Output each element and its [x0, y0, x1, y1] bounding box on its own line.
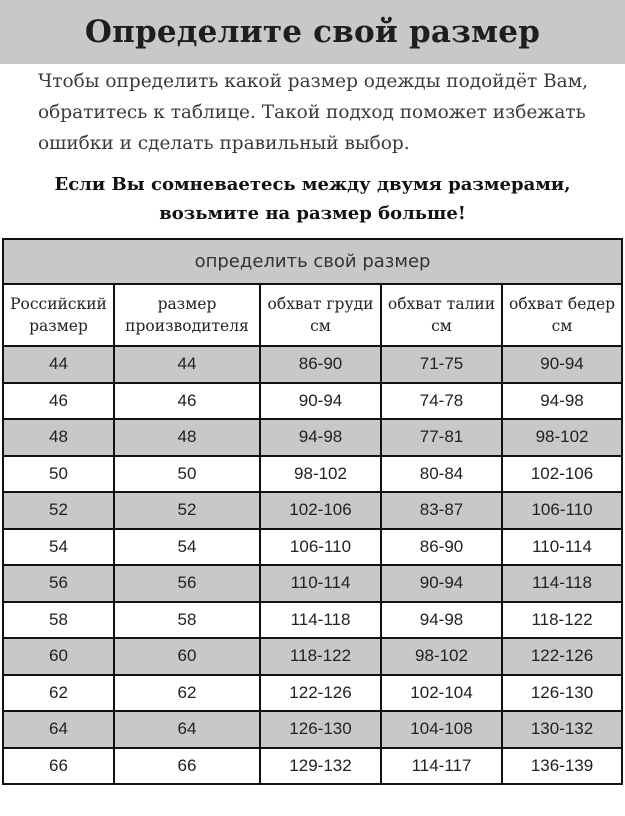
size-chart-table — [2, 238, 623, 785]
hips-cell: 136-139 — [502, 748, 622, 785]
manufacturer-size-cell: 58 — [114, 602, 260, 639]
chest-cell: 94-98 — [260, 419, 381, 456]
waist-cell: 104-108 — [381, 711, 502, 748]
russian-size-cell: 62 — [3, 675, 114, 712]
waist-cell: 86-90 — [381, 529, 502, 566]
russian-size-cell: 66 — [3, 748, 114, 785]
table-row — [3, 565, 622, 602]
column-header-waist — [381, 284, 502, 346]
waist-cell: 83-87 — [381, 492, 502, 529]
manufacturer-size-cell: 56 — [114, 565, 260, 602]
table-row — [3, 492, 622, 529]
hips-cell: 102-106 — [502, 456, 622, 493]
table-row — [3, 711, 622, 748]
chest-cell: 122-126 — [260, 675, 381, 712]
table-row — [3, 529, 622, 566]
hips-cell: 122-126 — [502, 638, 622, 675]
header-text: см — [431, 317, 452, 335]
russian-size-cell: 46 — [3, 383, 114, 420]
hips-cell: 118-122 — [502, 602, 622, 639]
intro-line: Чтобы определить какой размер одежды подойдёт Вам, — [38, 71, 588, 92]
column-header-manufacturer-size — [114, 284, 260, 346]
column-header-chest — [260, 284, 381, 346]
header-text: см — [551, 317, 573, 335]
table-row — [3, 383, 622, 420]
chest-cell: 110-114 — [260, 565, 381, 602]
chest-cell: 106-110 — [260, 529, 381, 566]
size-rows — [3, 346, 622, 784]
hips-cell: 114-118 — [502, 565, 622, 602]
waist-cell: 71-75 — [381, 346, 502, 383]
column-header-hips — [502, 284, 622, 346]
waist-cell: 90-94 — [381, 565, 502, 602]
hips-cell: 126-130 — [502, 675, 622, 712]
hips-cell: 110-114 — [502, 529, 622, 566]
russian-size-cell: 64 — [3, 711, 114, 748]
waist-cell: 114-117 — [381, 748, 502, 785]
table-caption-row — [3, 239, 622, 284]
table-row — [3, 346, 622, 383]
manufacturer-size-cell: 54 — [114, 529, 260, 566]
manufacturer-size-cell: 66 — [114, 748, 260, 785]
header-text: см — [310, 317, 331, 335]
russian-size-cell: 54 — [3, 529, 114, 566]
size-advice-note — [0, 170, 625, 228]
hips-cell: 90-94 — [502, 346, 622, 383]
manufacturer-size-cell: 44 — [114, 346, 260, 383]
note-line: возьмите на размер больше! — [159, 203, 466, 224]
waist-cell: 98-102 — [381, 638, 502, 675]
manufacturer-size-cell: 64 — [114, 711, 260, 748]
title-banner — [0, 0, 625, 64]
russian-size-cell: 52 — [3, 492, 114, 529]
waist-cell: 102-104 — [381, 675, 502, 712]
table-caption: определить свой размер — [3, 239, 622, 284]
table-header-row — [3, 284, 622, 346]
chest-cell: 102-106 — [260, 492, 381, 529]
russian-size-cell: 48 — [3, 419, 114, 456]
table-row — [3, 602, 622, 639]
chest-cell: 126-130 — [260, 711, 381, 748]
russian-size-cell: 56 — [3, 565, 114, 602]
manufacturer-size-cell: 48 — [114, 419, 260, 456]
chest-cell: 98-102 — [260, 456, 381, 493]
russian-size-cell: 60 — [3, 638, 114, 675]
manufacturer-size-cell: 62 — [114, 675, 260, 712]
waist-cell: 94-98 — [381, 602, 502, 639]
manufacturer-size-cell: 60 — [114, 638, 260, 675]
header-text: производителя — [125, 317, 249, 335]
header-text: Российский — [10, 295, 107, 313]
chest-cell: 90-94 — [260, 383, 381, 420]
hips-cell: 130-132 — [502, 711, 622, 748]
chest-cell: 86-90 — [260, 346, 381, 383]
intro-paragraph — [38, 66, 608, 159]
waist-cell: 77-81 — [381, 419, 502, 456]
manufacturer-size-cell: 52 — [114, 492, 260, 529]
chest-cell: 118-122 — [260, 638, 381, 675]
table-row — [3, 748, 622, 785]
header-text: обхват талии — [387, 295, 496, 313]
hips-cell: 98-102 — [502, 419, 622, 456]
hips-cell: 94-98 — [502, 383, 622, 420]
russian-size-cell: 44 — [3, 346, 114, 383]
chest-cell: 129-132 — [260, 748, 381, 785]
header-text: размер — [157, 295, 217, 313]
intro-line: ошибки и сделать правильный выбор. — [38, 133, 410, 154]
note-line: Если Вы сомневаетесь между двумя размерами, — [54, 174, 571, 195]
intro-line: обратитесь к таблице. Такой подход поможет избежать — [38, 102, 586, 123]
manufacturer-size-cell: 46 — [114, 383, 260, 420]
column-header-russian-size — [3, 284, 114, 346]
table-row — [3, 638, 622, 675]
waist-cell: 74-78 — [381, 383, 502, 420]
russian-size-cell: 58 — [3, 602, 114, 639]
manufacturer-size-cell: 50 — [114, 456, 260, 493]
table-row — [3, 456, 622, 493]
russian-size-cell: 50 — [3, 456, 114, 493]
header-text: размер — [29, 317, 88, 335]
table-row — [3, 419, 622, 456]
table-row — [3, 675, 622, 712]
chest-cell: 114-118 — [260, 602, 381, 639]
header-text: обхват бедер — [509, 295, 616, 313]
hips-cell: 106-110 — [502, 492, 622, 529]
waist-cell: 80-84 — [381, 456, 502, 493]
page-title: Определите свой размер — [84, 14, 541, 50]
header-text: обхват груди — [267, 295, 374, 313]
